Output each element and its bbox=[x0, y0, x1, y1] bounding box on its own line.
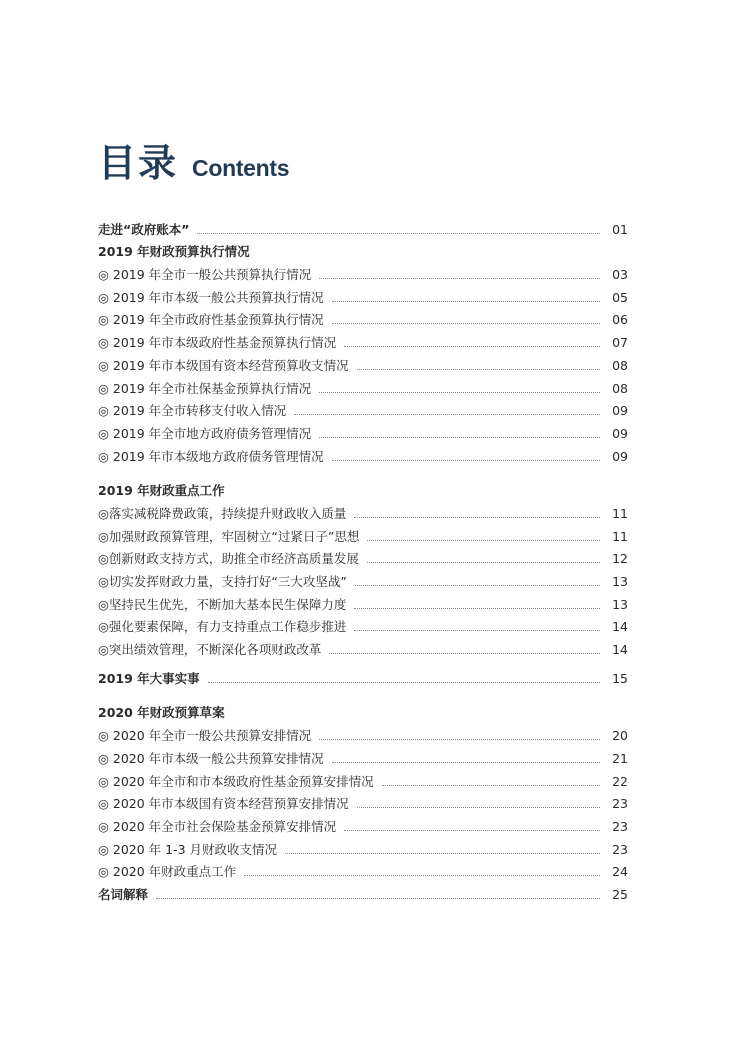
toc-page-number: 09 bbox=[612, 425, 628, 441]
toc-entry[interactable] bbox=[98, 858, 628, 881]
toc-entry[interactable] bbox=[98, 635, 628, 658]
toc-entry-label: ◎ 2020 年市本级国有资本经营预算安排情况 bbox=[98, 796, 349, 812]
dot-leader bbox=[332, 322, 600, 324]
dot-leader bbox=[344, 829, 600, 831]
toc-entry[interactable] bbox=[98, 744, 628, 767]
toc-entry[interactable] bbox=[98, 442, 628, 465]
page-title-zh: 目录 bbox=[98, 141, 179, 185]
toc-page-number: 25 bbox=[612, 886, 628, 902]
toc-entry[interactable] bbox=[98, 790, 628, 813]
toc-entry-label: ◎ 2020 年市本级一般公共预算安排情况 bbox=[98, 750, 324, 766]
toc-entry-label: 2019 年大事实事 bbox=[98, 670, 200, 686]
toc-page-number: 13 bbox=[612, 596, 628, 612]
dot-leader bbox=[357, 368, 600, 370]
toc-entry-label: ◎ 2020 年 1-3 月财政收支情况 bbox=[98, 841, 278, 857]
toc-entry-label: ◎ 2019 年全市政府性基金预算执行情况 bbox=[98, 312, 324, 328]
toc-entry-label: ◎创新财政支持方式，助推全市经济高质量发展 bbox=[98, 551, 359, 567]
dot-leader bbox=[357, 806, 600, 808]
dot-leader bbox=[332, 300, 600, 302]
toc-entry[interactable] bbox=[98, 835, 628, 858]
toc-page-number: 03 bbox=[612, 267, 628, 283]
toc-entry[interactable] bbox=[98, 328, 628, 351]
toc-page-number: 08 bbox=[612, 357, 628, 373]
toc-entry-label: ◎ 2019 年市本级政府性基金预算执行情况 bbox=[98, 335, 337, 351]
toc-page-number: 14 bbox=[612, 642, 628, 658]
toc-entry[interactable] bbox=[98, 545, 628, 568]
toc-page-number: 22 bbox=[612, 773, 628, 789]
section-heading-2019-key-work: 2019 年财政重点工作 bbox=[98, 483, 225, 499]
toc-entry-label: ◎突出绩效管理，不断深化各项财政改革 bbox=[98, 642, 322, 658]
toc-page-number: 01 bbox=[612, 221, 628, 237]
dot-leader bbox=[319, 436, 600, 438]
toc-entry-label: ◎ 2019 年市本级地方政府债务管理情况 bbox=[98, 448, 324, 464]
dot-leader bbox=[354, 629, 600, 631]
toc-entry[interactable] bbox=[98, 499, 628, 522]
toc-page-number: 23 bbox=[612, 818, 628, 834]
table-of-contents bbox=[98, 215, 628, 903]
toc-page-number: 21 bbox=[612, 750, 628, 766]
dot-leader bbox=[197, 232, 600, 234]
toc-entry-label: ◎ 2019 年全市转移支付收入情况 bbox=[98, 403, 287, 419]
toc-entry[interactable] bbox=[98, 590, 628, 613]
toc-entry[interactable] bbox=[98, 812, 628, 835]
toc-entry[interactable] bbox=[98, 374, 628, 397]
dot-leader bbox=[332, 761, 600, 763]
spacer bbox=[98, 687, 628, 699]
toc-entry[interactable] bbox=[98, 419, 628, 442]
toc-entry-label: ◎落实减税降费政策，持续提升财政收入质量 bbox=[98, 505, 347, 521]
dot-leader bbox=[285, 852, 600, 854]
toc-entry[interactable] bbox=[98, 613, 628, 636]
toc-page-number: 24 bbox=[612, 864, 628, 880]
toc-entry[interactable] bbox=[98, 721, 628, 744]
toc-header bbox=[98, 132, 289, 187]
toc-entry[interactable] bbox=[98, 767, 628, 790]
toc-entry-label: ◎强化要素保障，有力支持重点工作稳步推进 bbox=[98, 619, 347, 635]
toc-entry-label: ◎ 2019 年全市社保基金预算执行情况 bbox=[98, 380, 312, 396]
dot-leader bbox=[344, 345, 600, 347]
toc-page-number: 08 bbox=[612, 380, 628, 396]
toc-entry-label: ◎ 2020 年财政重点工作 bbox=[98, 864, 237, 880]
toc-page-number: 23 bbox=[612, 796, 628, 812]
toc-entry[interactable] bbox=[98, 351, 628, 374]
dot-leader bbox=[382, 784, 600, 786]
spacer bbox=[98, 465, 628, 477]
dot-leader bbox=[329, 652, 600, 654]
toc-page-number: 11 bbox=[612, 505, 628, 521]
toc-entry[interactable] bbox=[98, 283, 628, 306]
toc-page-number: 05 bbox=[612, 289, 628, 305]
toc-entry-label: ◎ 2020 年全市和市本级政府性基金预算安排情况 bbox=[98, 773, 374, 789]
dot-leader bbox=[354, 607, 600, 609]
toc-page-number: 14 bbox=[612, 619, 628, 635]
dot-leader bbox=[355, 584, 600, 586]
dot-leader bbox=[156, 897, 600, 899]
dot-leader bbox=[319, 391, 600, 393]
toc-page-number: 09 bbox=[612, 403, 628, 419]
toc-page-number: 06 bbox=[612, 312, 628, 328]
toc-page-number: 20 bbox=[612, 728, 628, 744]
dot-leader bbox=[208, 681, 600, 683]
toc-page-number: 15 bbox=[612, 670, 628, 686]
dot-leader bbox=[319, 738, 600, 740]
toc-page-number: 09 bbox=[612, 448, 628, 464]
toc-entry[interactable] bbox=[98, 306, 628, 329]
toc-page-number: 12 bbox=[612, 551, 628, 567]
dot-leader bbox=[294, 413, 600, 415]
toc-entry-label: ◎ 2020 年全市一般公共预算安排情况 bbox=[98, 728, 312, 744]
toc-entry[interactable] bbox=[98, 522, 628, 545]
section-heading-2020-budget: 2020 年财政预算草案 bbox=[98, 705, 225, 721]
toc-entry-label: 名词解释 bbox=[98, 886, 149, 902]
toc-entry-label: ◎切实发挥财政力量，支持打好“三大攻坚战” bbox=[98, 574, 347, 589]
toc-entry-label: ◎ 2020 年全市社会保险基金预算安排情况 bbox=[98, 818, 337, 834]
toc-page-number: 11 bbox=[612, 528, 628, 544]
toc-entry-label: 走进“政府账本” bbox=[98, 221, 190, 237]
toc-page-number: 07 bbox=[612, 335, 628, 351]
dot-leader bbox=[244, 874, 600, 876]
toc-entry-label: ◎ 2019 年市本级一般公共预算执行情况 bbox=[98, 289, 324, 305]
toc-entry[interactable] bbox=[98, 397, 628, 420]
toc-page-number: 23 bbox=[612, 841, 628, 857]
dot-leader bbox=[367, 539, 600, 541]
toc-entry-label: ◎ 2019 年全市地方政府债务管理情况 bbox=[98, 425, 312, 441]
dot-leader bbox=[332, 459, 600, 461]
toc-entry[interactable] bbox=[98, 567, 628, 590]
toc-page-number: 13 bbox=[612, 574, 628, 589]
dot-leader bbox=[354, 516, 600, 518]
toc-entry-label: ◎坚持民生优先，不断加大基本民生保障力度 bbox=[98, 596, 347, 612]
page-title-en: Contents bbox=[192, 155, 290, 181]
toc-entry[interactable] bbox=[98, 260, 628, 283]
toc-entry-intro[interactable] bbox=[98, 215, 628, 238]
dot-leader bbox=[319, 277, 600, 279]
dot-leader bbox=[367, 561, 600, 563]
toc-entry-label: ◎加强财政预算管理，牢固树立“过紧日子”思想 bbox=[98, 528, 360, 544]
toc-entry-events[interactable] bbox=[98, 664, 628, 687]
toc-entry-glossary[interactable] bbox=[98, 880, 628, 903]
section-heading-2019-execution: 2019 年财政预算执行情况 bbox=[98, 244, 250, 260]
toc-entry-label: ◎ 2019 年市本级国有资本经营预算收支情况 bbox=[98, 357, 349, 373]
toc-entry-label: ◎ 2019 年全市一般公共预算执行情况 bbox=[98, 267, 312, 283]
